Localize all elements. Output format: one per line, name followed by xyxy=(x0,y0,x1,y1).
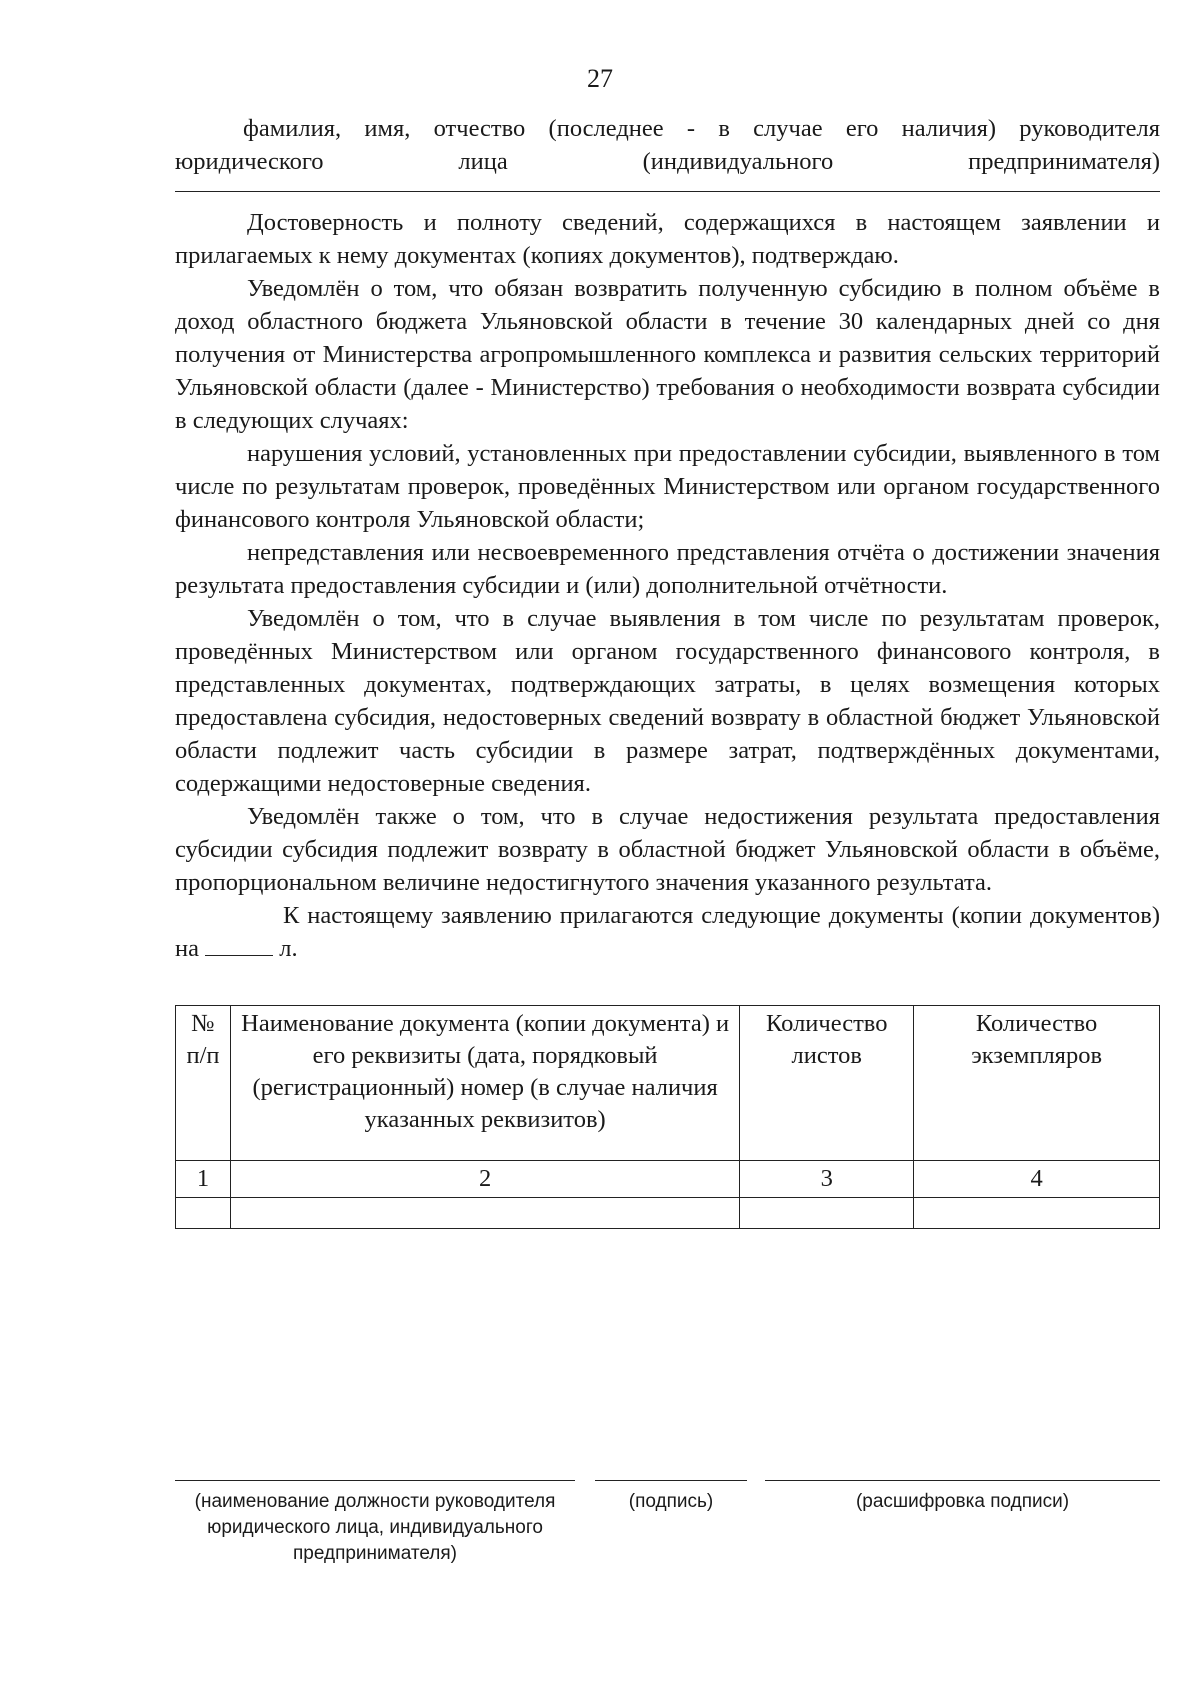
table-index-row xyxy=(176,1161,1160,1198)
paragraph-case-violation: нарушения условий, установленных при предоставлении субсидии, выявленного в том числе по результатам проверок, проведённых Министерством или органом государственного финансового контроля Ульяновской области; xyxy=(175,440,1160,533)
paragraph-refund-notice: Уведомлён о том, что обязан возвратить полученную субсидию в полном объёме в доход областного бюджета Ульяновской области в течение 30 календарных дней со дня получения от Министерства агропромышленного комплекса и развития сельских территорий Ульяновской области (далее - Министерство) требования о необходимости возврата субсидии в следующих случаях: xyxy=(175,275,1160,434)
empty-cell[interactable] xyxy=(176,1198,231,1229)
header-copies: Количество экземпляров xyxy=(914,1006,1160,1161)
signature-decode: (расшифровка подписи) xyxy=(765,1480,1160,1515)
table-header-row xyxy=(176,1006,1160,1161)
sheet-count-blank[interactable] xyxy=(205,935,273,956)
signature-position: (наименование должности руководителя юридического лица, индивидуального предпринимателя) xyxy=(175,1480,575,1567)
empty-cell[interactable] xyxy=(230,1198,739,1229)
empty-cell[interactable] xyxy=(914,1198,1160,1229)
paragraph-false-data: Уведомлён о том, что в случае выявления в том числе по результатам проверок, проведённых Министерством или органом государственного финансового контроля, в представленных документах, подтверждающих затраты, в целях возмещения которых предоставлена субсидия, недостоверных сведений возврату в областной бюджет Ульяновской области подлежит часть субсидии в размере затрат, подтверждённых документами, содержащими недостоверные сведения. xyxy=(175,605,1160,797)
signature-sign: (подпись) xyxy=(595,1480,747,1515)
paragraph-authenticity: Достоверность и полноту сведений, содержащихся в настоящем заявлении и прилагаемых к нему документах (копиях документов), подтверждаю. xyxy=(175,209,1160,269)
header-sheets: Количество листов xyxy=(740,1006,914,1161)
document-body xyxy=(175,112,1160,1229)
table-row xyxy=(176,1198,1160,1229)
documents-table xyxy=(175,1005,1160,1229)
index-cell: 3 xyxy=(740,1161,914,1198)
index-cell: 1 xyxy=(176,1161,231,1198)
name-line xyxy=(175,190,1160,192)
header-line-1: фамилия, имя, отчество (последнее - в случае его наличия) руководителя xyxy=(243,115,1160,142)
header-number: № п/п xyxy=(176,1006,231,1161)
header-document-name: Наименование документа (копии документа) и его реквизиты (дата, порядковый (регистрационный) номер (в случае наличия указанных реквизитов) xyxy=(230,1006,739,1161)
attachments-text: К настоящему заявлению прилагаются следующие документы (копии документов) на xyxy=(175,902,1160,962)
attachments-unit: л. xyxy=(279,935,298,962)
paragraph-result-shortfall: Уведомлён также о том, что в случае недостижения результата предоставления субсидии субсидия подлежит возврату в областной бюджет Ульяновской области в объёме, пропорциональном величине недостигнутого значения указанного результата. xyxy=(175,803,1160,896)
index-cell: 2 xyxy=(230,1161,739,1198)
page-number: 27 xyxy=(587,64,613,93)
empty-cell[interactable] xyxy=(740,1198,914,1229)
header-line-2: юридического лица (индивидуального предпринимателя) xyxy=(175,148,1160,175)
index-cell: 4 xyxy=(914,1161,1160,1198)
paragraph-case-report: непредставления или несвоевременного представления отчёта о достижении значения результата предоставления субсидии и (или) дополнительной отчётности. xyxy=(175,539,1160,599)
paragraph-attachments xyxy=(175,899,1160,965)
